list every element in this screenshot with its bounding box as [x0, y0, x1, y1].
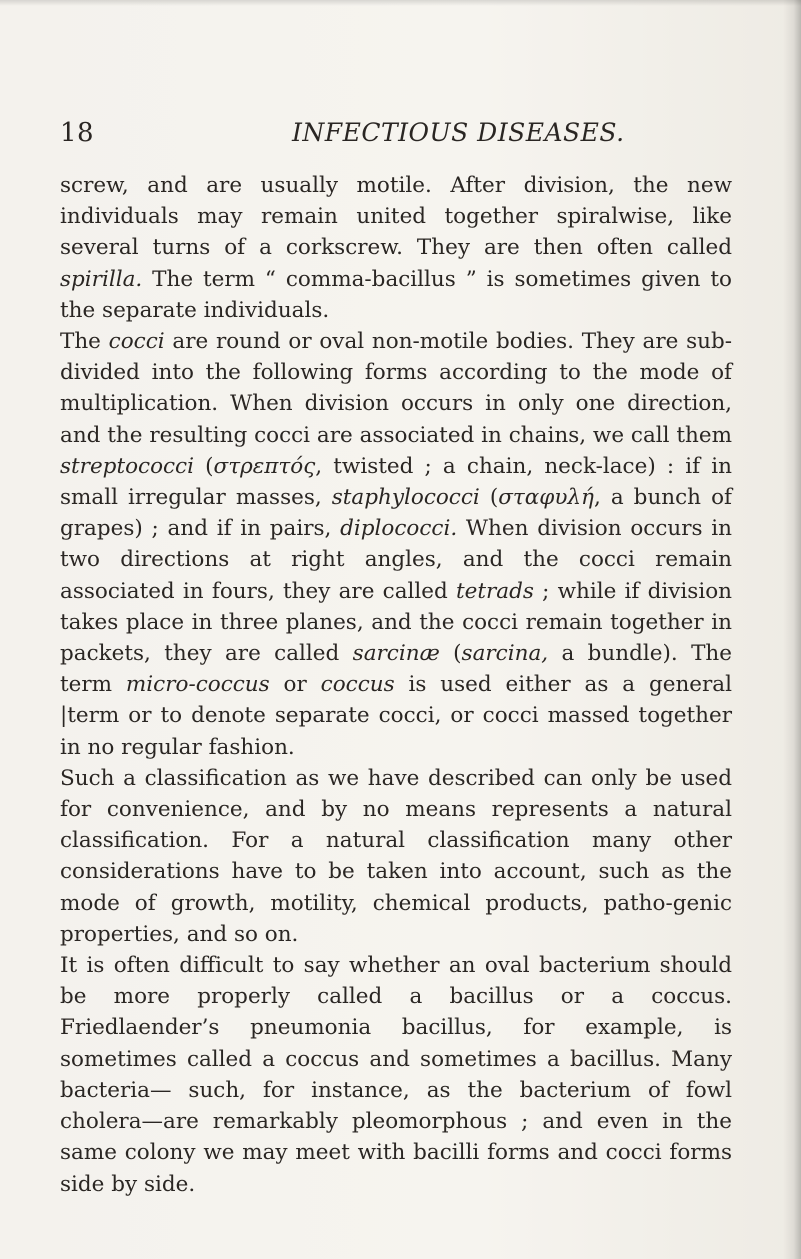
italic-term: σταφυλή: [498, 485, 594, 511]
page-number: 18: [60, 118, 95, 148]
text-run: are round or oval non-motile bodies. They are sub-divided into the following forms according to the mode of multiplication. When division occurs in only one direction, and the resulting cocci are associated in chains, we call them: [60, 329, 732, 448]
text-run: When division occurs in two directions at right angles, and the cocci remain associated in fours, they are called: [60, 516, 732, 604]
italic-term: cocci: [108, 329, 165, 355]
text-run: ; while if division takes place in three planes, and the cocci remain together in packets, they are called: [60, 578, 732, 667]
paragraph-2: [60, 326, 732, 763]
page-edge-shadow: [783, 0, 801, 1259]
text-run: screw, and are usually motile. After division, the new individuals may remain united together spiralwise, like several turns of a corkscrew. They are then often called: [60, 173, 732, 261]
paragraph-1: [60, 170, 732, 326]
italic-term: sarcinæ: [352, 641, 440, 667]
italic-term: tetrads: [455, 578, 534, 604]
text-run: (: [193, 453, 214, 479]
body-text: [60, 170, 732, 1200]
text-run: (: [479, 485, 499, 511]
text-run: , twisted ; a chain, neck-lace) : if in small irregular masses,: [60, 453, 732, 511]
text-run: The term “ comma-bacillus ” is sometimes given to the separate individuals.: [60, 266, 732, 323]
italic-term: diplococci.: [340, 516, 458, 542]
italic-term: micro-coccus: [125, 672, 270, 698]
text-run: a bundle). The term: [60, 641, 732, 698]
italic-term: streptococci: [60, 453, 194, 479]
italic-term: coccus: [320, 672, 395, 698]
page-top-shadow: [0, 0, 801, 6]
paragraph-3: [60, 763, 732, 950]
running-title: INFECTIOUS DISEASES.: [292, 118, 625, 147]
text-run: (: [439, 641, 462, 667]
text-run: is used either as a general |term or to denote separate cocci, or cocci massed together in no regular fashion.: [60, 672, 732, 760]
page-header: [60, 118, 740, 158]
text-run: It is often difficult to say whether an oval bacterium should be more properly called a bacillus or a coccus. Friedlaender’s pneumonia bacillus, for example, is sometimes called a coccus and sometimes a bacillus. Many bacteria— such, for instance, as the bacterium of fowl cholera—are remarkably pleomorphous ; and even in the same colony we may meet with bacilli forms and cocci forms side by side.: [60, 953, 732, 1197]
text-run: , a bunch of grapes) ; and if in pairs,: [60, 485, 732, 542]
italic-term: spirilla.: [60, 266, 143, 292]
italic-term: sarcina,: [461, 641, 549, 667]
text-run: or: [269, 672, 321, 698]
italic-term: staphylococci: [331, 485, 480, 511]
text-run: The: [60, 329, 109, 355]
text-run: Such a classification as we have described can only be used for convenience, and by no means represents a natural classification. For a natural classification many other considerations have to be taken into account, such as the mode of growth, motility, chemical products, patho-genic properties, and so on.: [60, 765, 732, 947]
paragraph-4: [60, 950, 732, 1200]
italic-term: στρεπτός: [213, 453, 316, 479]
